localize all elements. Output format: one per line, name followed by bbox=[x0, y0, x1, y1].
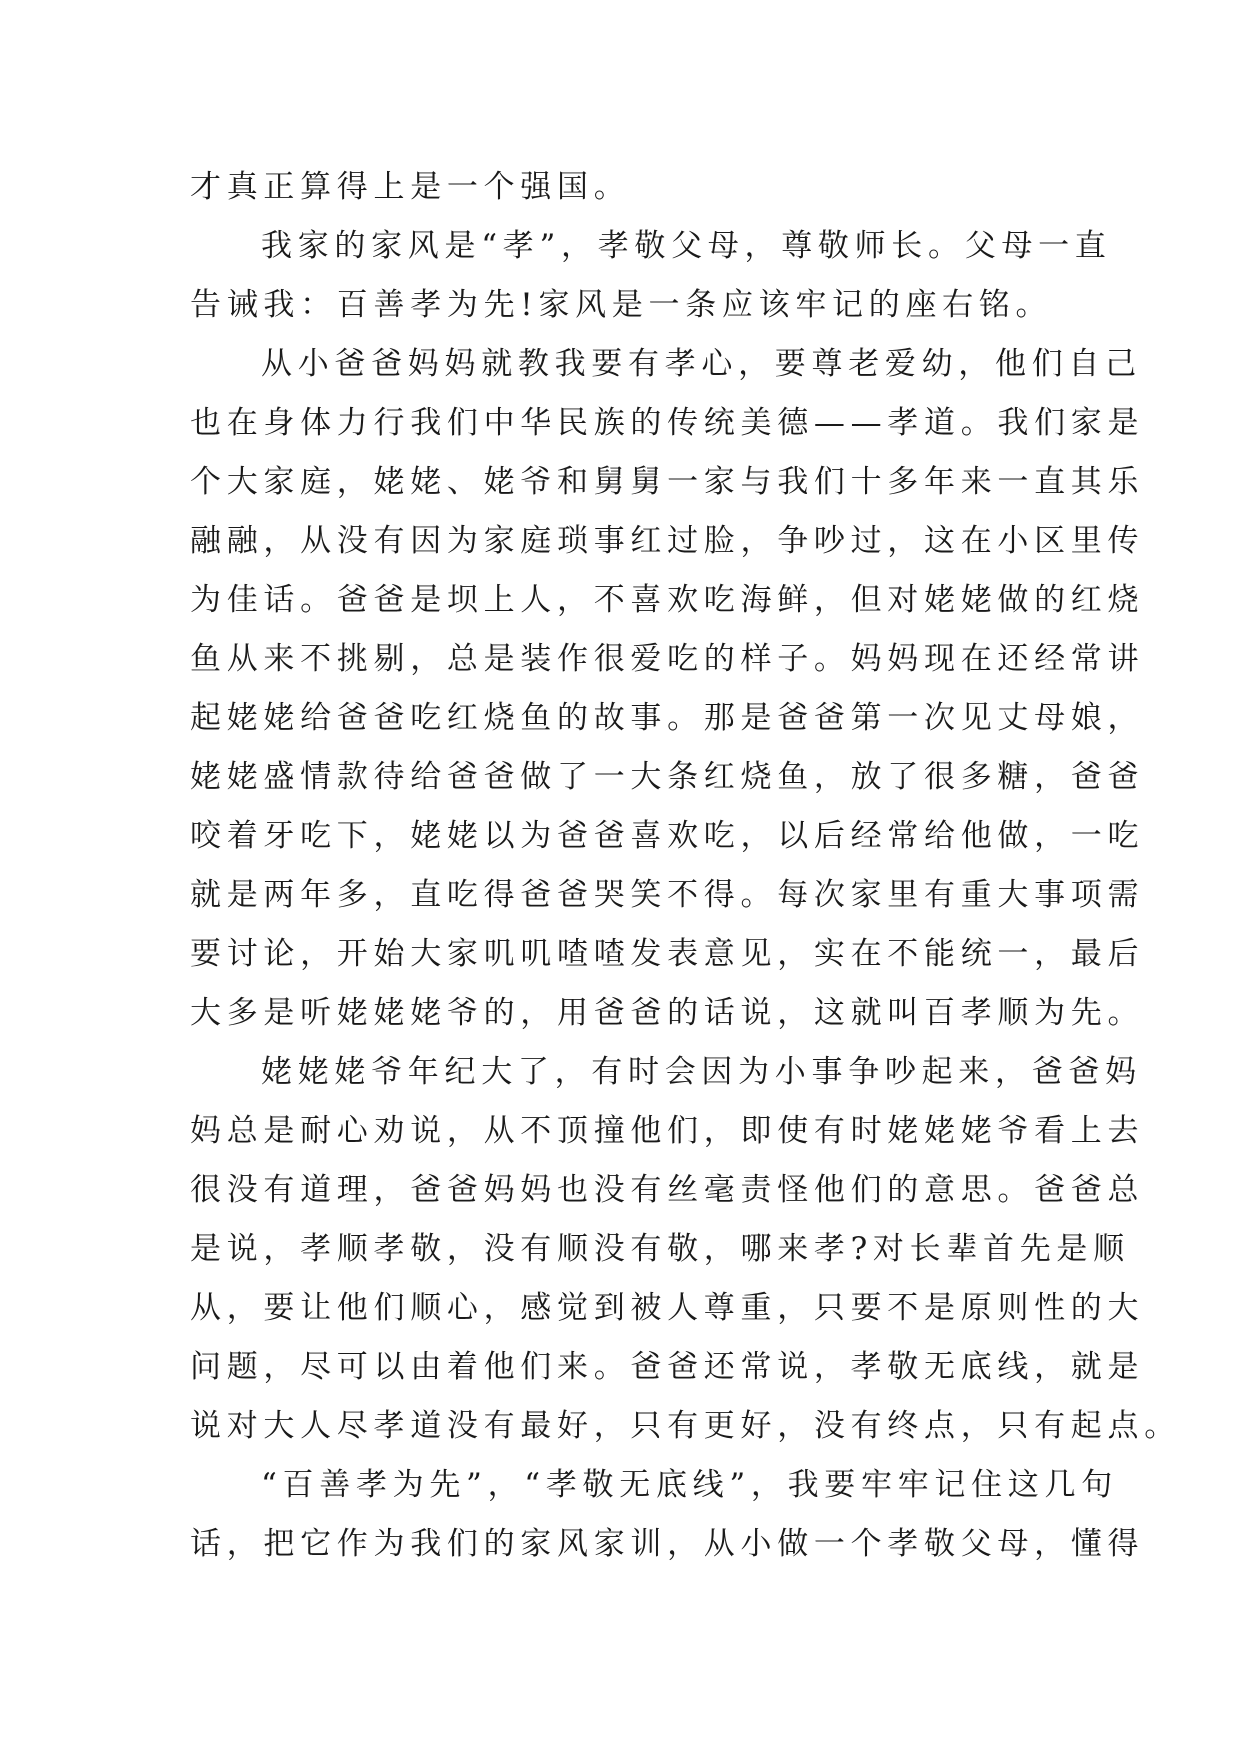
text-line: 融融，从没有因为家庭琐事红过脸，争吵过，这在小区里传 bbox=[190, 523, 1145, 559]
text-line: 告诫我：百善孝为先!家风是一条应该牢记的座右铭。 bbox=[190, 287, 1053, 323]
text-line: 要讨论，开始大家叽叽喳喳发表意见，实在不能统一，最后 bbox=[190, 936, 1145, 972]
text-line: 问题，尽可以由着他们来。爸爸还常说，孝敬无底线，就是 bbox=[190, 1349, 1145, 1385]
text-line: 是说，孝顺孝敬，没有顺没有敬，哪来孝?对长辈首先是顺 bbox=[190, 1231, 1130, 1267]
text-line: 从，要让他们顺心，感觉到被人尊重，只要不是原则性的大 bbox=[190, 1290, 1145, 1326]
text-line: 话，把它作为我们的家风家训，从小做一个孝敬父母，懂得 bbox=[190, 1526, 1145, 1562]
paragraph-first-line: “百善孝为先”，“孝敬无底线”，我要牢牢记住这几句 bbox=[261, 1467, 1118, 1503]
text-line: 就是两年多，直吃得爸爸哭笑不得。每次家里有重大事项需 bbox=[190, 877, 1145, 913]
text-line: 起姥姥给爸爸吃红烧鱼的故事。那是爸爸第一次见丈母娘， bbox=[190, 700, 1145, 736]
text-line: 姥姥盛情款待给爸爸做了一大条红烧鱼，放了很多糖，爸爸 bbox=[190, 759, 1145, 795]
text-line: 很没有道理，爸爸妈妈也没有丝毫责怪他们的意思。爸爸总 bbox=[190, 1172, 1145, 1208]
text-line: 为佳话。爸爸是坝上人，不喜欢吃海鲜，但对姥姥做的红烧 bbox=[190, 582, 1145, 618]
text-line: 也在身体力行我们中华民族的传统美德——孝道。我们家是 bbox=[190, 405, 1145, 441]
text-line: 鱼从来不挑剔，总是装作很爱吃的样子。妈妈现在还经常讲 bbox=[190, 641, 1145, 677]
text-line: 妈总是耐心劝说，从不顶撞他们，即使有时姥姥姥爷看上去 bbox=[190, 1113, 1145, 1149]
body-text bbox=[190, 158, 1181, 1574]
text-line: 大多是听姥姥姥爷的，用爸爸的话说，这就叫百孝顺为先。 bbox=[190, 995, 1145, 1031]
text-line: 个大家庭，姥姥、姥爷和舅舅一家与我们十多年来一直其乐 bbox=[190, 464, 1145, 500]
text-line: 说对大人尽孝道没有最好，只有更好，没有终点，只有起点。 bbox=[190, 1408, 1181, 1444]
paragraph-first-line: 从小爸爸妈妈就教我要有孝心，要尊老爱幼，他们自己 bbox=[261, 346, 1142, 382]
paragraph-first-line: 我家的家风是“孝”，孝敬父母，尊敬师长。父母一直 bbox=[261, 228, 1112, 264]
text-line: 咬着牙吃下，姥姥以为爸爸喜欢吃，以后经常给他做，一吃 bbox=[190, 818, 1145, 854]
paragraph-first-line: 姥姥姥爷年纪大了，有时会因为小事争吵起来，爸爸妈 bbox=[261, 1054, 1142, 1090]
text-line: 才真正算得上是一个强国。 bbox=[190, 169, 631, 205]
